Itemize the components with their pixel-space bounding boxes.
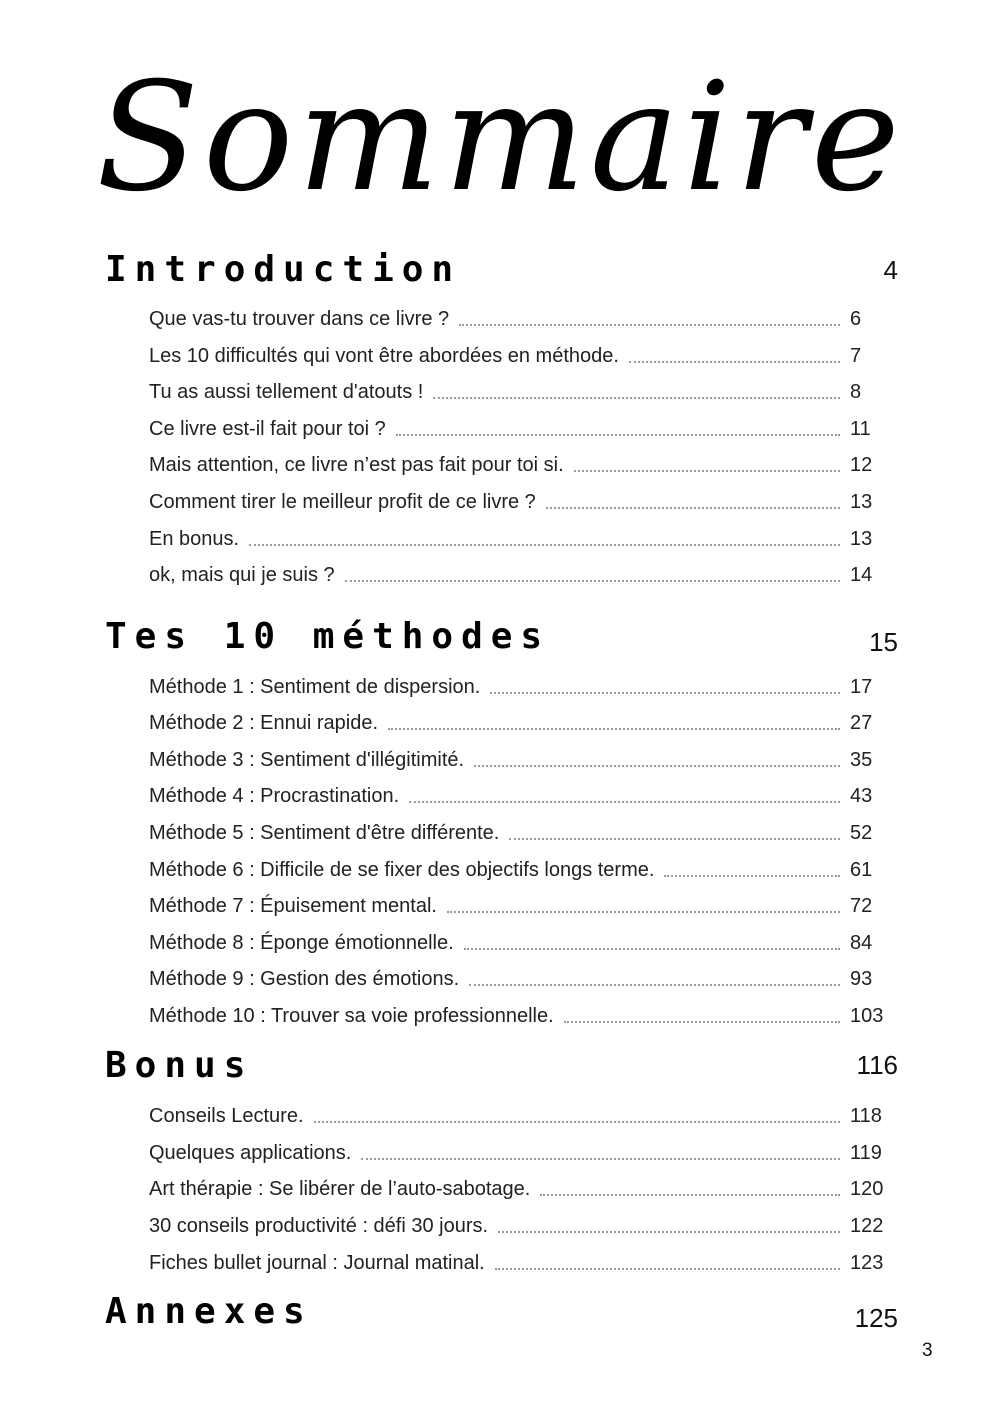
toc-entry-text: Que vas-tu trouver dans ce livre ? [149, 308, 450, 330]
dot-leader [574, 470, 840, 472]
toc-entry-page: 6 [850, 308, 862, 330]
dot-leader [388, 728, 840, 730]
toc-entry-text: Ce livre est-il fait pour toi ? [149, 418, 386, 440]
toc-entry[interactable] [149, 743, 840, 773]
toc-entry-text: Méthode 5 : Sentiment d'être différente. [149, 822, 500, 844]
dot-leader [664, 875, 840, 877]
toc-entry-text: En bonus. [149, 528, 240, 550]
toc-entry-page: 72 [850, 895, 873, 917]
dot-leader [409, 801, 840, 803]
section-page-annexes: 125 [854, 1303, 898, 1333]
toc-entry-text: Méthode 10 : Trouver sa voie professionnelle. [149, 1005, 554, 1027]
toc-entry-page: 122 [850, 1215, 884, 1237]
dot-leader [495, 1268, 840, 1270]
section-page-introduction: 4 [883, 255, 898, 285]
toc-entry[interactable] [149, 485, 840, 515]
toc-entry-page: 17 [850, 676, 873, 698]
toc-entry-page: 84 [850, 932, 873, 954]
toc-entry-text: Méthode 1 : Sentiment de dispersion. [149, 676, 481, 698]
toc-entry[interactable] [149, 706, 840, 736]
toc-entry-text: 30 conseils productivité : défi 30 jours. [149, 1215, 489, 1237]
dot-leader [469, 984, 840, 986]
dot-leader [509, 838, 840, 840]
dot-leader [249, 544, 840, 546]
toc-entry[interactable] [149, 816, 840, 846]
toc-entry[interactable] [149, 448, 840, 478]
dot-leader [564, 1021, 840, 1023]
toc-entry-text: Méthode 7 : Épuisement mental. [149, 895, 437, 917]
toc-entry-page: 52 [850, 822, 873, 844]
toc-entry[interactable] [149, 412, 840, 442]
toc-entry-text: ok, mais qui je suis ? [149, 564, 335, 586]
toc-entry[interactable] [149, 375, 840, 405]
toc-entry-text: Quelques applications. [149, 1142, 352, 1164]
toc-entry-text: Méthode 6 : Difficile de se fixer des objectifs longs terme. [149, 859, 655, 881]
section-page-bonus: 116 [856, 1050, 898, 1080]
toc-entry[interactable] [149, 1099, 840, 1129]
toc-entry[interactable] [149, 853, 840, 883]
toc-entry[interactable] [149, 779, 840, 809]
toc-entry[interactable] [149, 889, 840, 919]
toc-entry[interactable] [149, 1136, 840, 1166]
dot-leader [498, 1231, 840, 1233]
toc-entry-text: Méthode 3 : Sentiment d'illégitimité. [149, 749, 465, 771]
toc-entry-page: 93 [850, 968, 873, 990]
toc-entry-text: Conseils Lecture. [149, 1105, 304, 1127]
page-number: 3 [922, 1340, 933, 1361]
toc-entry[interactable] [149, 522, 840, 552]
dot-leader [314, 1121, 840, 1123]
dot-leader [464, 948, 840, 950]
toc-entry-text: Art thérapie : Se libérer de l’auto-sabotage. [149, 1178, 531, 1200]
dot-leader [361, 1158, 840, 1160]
section-heading-introduction: Introduction [105, 249, 462, 290]
toc-entry-page: 7 [850, 345, 862, 367]
dot-leader [459, 324, 840, 326]
dot-leader [396, 434, 840, 436]
toc-entry-page: 118 [850, 1105, 882, 1127]
toc-entry-text: Méthode 9 : Gestion des émotions. [149, 968, 460, 990]
toc-entry-page: 8 [850, 381, 862, 403]
section-heading-bonus: Bonus [105, 1045, 254, 1086]
toc-entry-page: 13 [850, 528, 873, 550]
toc-entry-page: 35 [850, 749, 873, 771]
dot-leader [546, 507, 840, 509]
dot-leader [433, 397, 840, 399]
toc-entry-text: Tu as aussi tellement d'atouts ! [149, 381, 424, 403]
dot-leader [345, 580, 840, 582]
toc-entry-text: Comment tirer le meilleur profit de ce livre ? [149, 491, 536, 513]
dot-leader [629, 361, 840, 363]
toc-entry-text: Méthode 4 : Procrastination. [149, 785, 400, 807]
section-heading-annexes: Annexes [105, 1291, 313, 1332]
dot-leader [490, 692, 840, 694]
page-title: Sommaire [96, 51, 904, 225]
toc-entry[interactable] [149, 962, 840, 992]
dot-leader [540, 1194, 840, 1196]
toc-entry-text: Méthode 2 : Ennui rapide. [149, 712, 379, 734]
toc-entry[interactable] [149, 302, 840, 332]
toc-entry[interactable] [149, 926, 840, 956]
toc-entry-page: 14 [850, 564, 873, 586]
toc-entry-page: 13 [850, 491, 873, 513]
toc-entry[interactable] [149, 339, 840, 369]
dot-leader [474, 765, 840, 767]
toc-entry-page: 11 [850, 418, 871, 440]
toc-entry[interactable] [149, 1172, 840, 1202]
toc-entry-text: Mais attention, ce livre n’est pas fait pour toi si. [149, 454, 564, 476]
toc-entry-text: Méthode 8 : Éponge émotionnelle. [149, 932, 454, 954]
toc-entry[interactable] [149, 670, 840, 700]
toc-entry-page: 103 [850, 1005, 884, 1027]
toc-entry-page: 12 [850, 454, 873, 476]
toc-entry-text: Fiches bullet journal : Journal matinal. [149, 1252, 485, 1274]
toc-entry-page: 27 [850, 712, 873, 734]
toc-entry-page: 61 [850, 859, 873, 881]
toc-entry-text: Les 10 difficultés qui vont être abordées en méthode. [149, 345, 619, 367]
toc-entry-page: 119 [850, 1142, 882, 1164]
section-heading-methodes: Tes 10 méthodes [105, 616, 551, 657]
toc-entry-page: 123 [850, 1252, 884, 1274]
toc-entry[interactable] [149, 1246, 840, 1276]
toc-entry-page: 120 [850, 1178, 884, 1200]
toc-entry[interactable] [149, 558, 840, 588]
toc-entry-page: 43 [850, 785, 873, 807]
dot-leader [447, 911, 840, 913]
toc-entry[interactable] [149, 999, 840, 1029]
toc-entry[interactable] [149, 1209, 840, 1239]
section-page-methodes: 15 [869, 627, 898, 657]
